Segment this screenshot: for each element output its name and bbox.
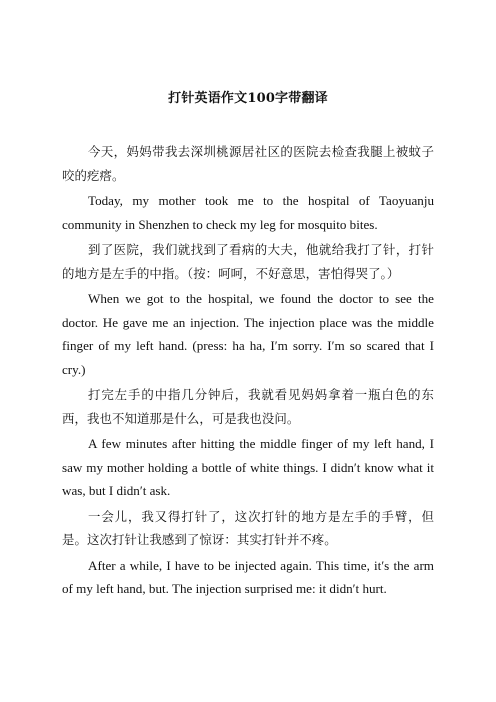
paragraph-cn-3: 打完左手的中指几分钟后，我就看见妈妈拿着一瓶白色的东西，我也不知道那是什么，可是我也没问。 (62, 387, 434, 426)
paragraph-en-2: When we got to the hospital, we found the doctor to see the doctor. He gave me an injection. The injection place was the middle finger of my left hand. (press: ha ha, I′m sorry. I′m so scared that I cry.) (62, 291, 434, 377)
paragraph-en-4: After a while, I have to be injected again. This time, it′s the arm of my left hand, but. The injection surprised me: it didn′t hurt. (62, 557, 434, 596)
paragraph-en-1: Today, my mother took me to the hospital of Taoyuanju community in Shenzhen to check my leg for mosquito bites. (62, 193, 434, 232)
paragraph-cn-2: 到了医院，我们就找到了看病的大夫，他就给我打了针，打针的地方是左手的中指。（按：呵呵，不好意思，害怕得哭了。） (62, 242, 434, 281)
document-title: 打针英语作文100字带翻译 (168, 91, 328, 106)
document-body (62, 140, 434, 601)
paragraph-cn-1: 今天，妈妈带我去深圳桃源居社区的医院去检查我腿上被蚊子咬的疙瘩。 (62, 144, 434, 183)
paragraph-en-3: A few minutes after hitting the middle finger of my left hand, I saw my mother holding a bottle of white things. I didn′t know what it was, but I didn′t ask. (62, 436, 434, 498)
paragraph-cn-4: 一会儿，我又得打针了，这次打针的地方是左手的手臂，但是。这次打针让我感到了惊讶：其实打针并不疼。 (62, 508, 434, 547)
